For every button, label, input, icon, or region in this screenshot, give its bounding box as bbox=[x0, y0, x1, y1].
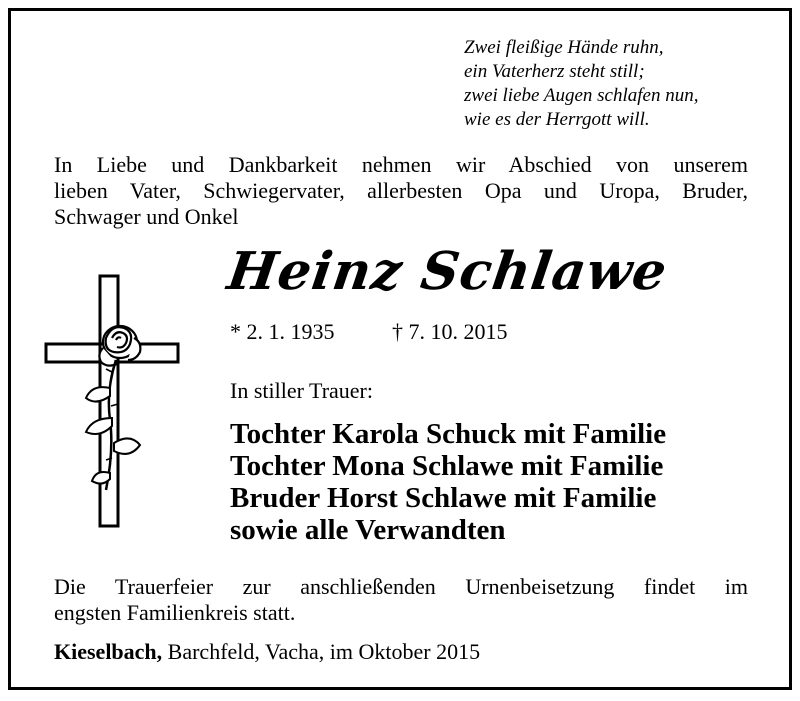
poem-line: Zwei fleißige Hände ruhn, bbox=[464, 37, 664, 58]
place-date-line bbox=[54, 638, 480, 666]
life-dates bbox=[230, 318, 508, 346]
intro-line: Schwager und Onkel bbox=[54, 204, 239, 229]
death-date: † 7. 10. 2015 bbox=[392, 319, 508, 344]
poem bbox=[464, 36, 698, 132]
poem-line: zwei liebe Augen schlafen nun, bbox=[464, 85, 699, 106]
mourning-label: In stiller Trauer: bbox=[230, 378, 373, 403]
intro-line: In Liebe und Dankbarkeit nehmen wir Abschied von unserem bbox=[54, 152, 748, 177]
deceased-name: Heinz Schlawe bbox=[223, 241, 672, 302]
ceremony-line: engsten Familienkreis statt. bbox=[54, 600, 296, 625]
mourner-line: Bruder Horst Schlawe mit Familie bbox=[230, 482, 657, 514]
intro-text bbox=[54, 152, 748, 230]
ceremony-text bbox=[54, 574, 748, 626]
ceremony-line: Die Trauerfeier zur anschließenden Urnenbeisetzung findet im bbox=[54, 574, 748, 599]
mourner-line: Tochter Mona Schlawe mit Familie bbox=[230, 450, 664, 482]
mourner-line: Tochter Karola Schuck mit Familie bbox=[230, 418, 667, 450]
place-date-rest: Barchfeld, Vacha, im Oktober 2015 bbox=[162, 639, 481, 664]
mourners-list bbox=[230, 418, 666, 546]
place-name: Kieselbach, bbox=[54, 639, 163, 664]
poem-line: ein Vaterherz steht still; bbox=[464, 61, 645, 82]
cross-with-rose-icon bbox=[40, 268, 190, 528]
birth-date: * 2. 1. 1935 bbox=[230, 319, 335, 344]
poem-line: wie es der Herrgott will. bbox=[464, 109, 650, 130]
intro-line: lieben Vater, Schwiegervater, allerbesten Opa und Uropa, Bruder, bbox=[54, 178, 748, 203]
mourner-line: sowie alle Verwandten bbox=[230, 514, 506, 546]
